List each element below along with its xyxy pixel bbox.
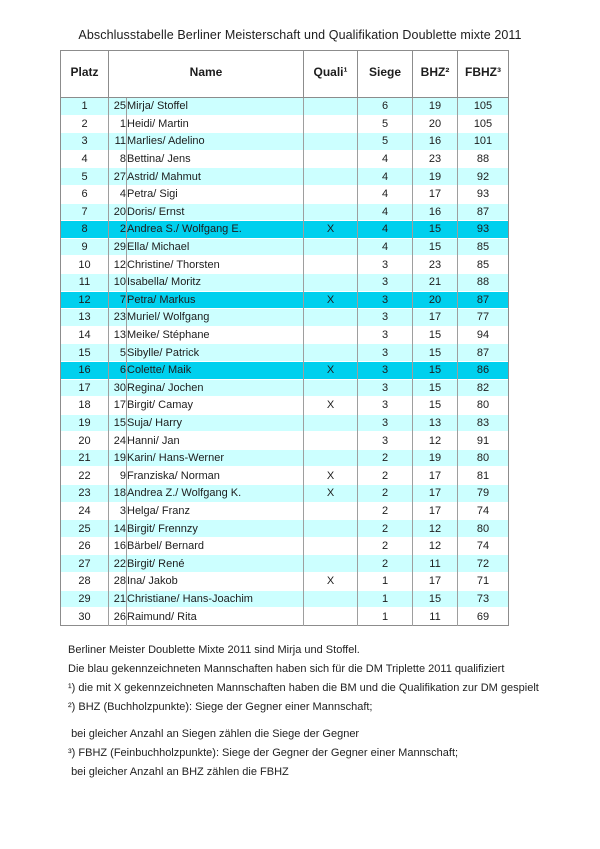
- cell-platz: 29: [61, 590, 109, 608]
- cell-quali: [304, 115, 358, 133]
- cell-platz: 6: [61, 185, 109, 203]
- cell-platz: 1: [61, 98, 109, 116]
- table-body: [61, 98, 509, 626]
- cell-quali: [304, 520, 358, 538]
- cell-num: 20: [109, 203, 127, 221]
- cell-siege: 4: [358, 203, 413, 221]
- footnote-bhz-tiebreak: bei gleicher Anzahl an Siegen zählen die Siege der Gegner: [68, 728, 360, 740]
- cell-siege: 4: [358, 185, 413, 203]
- cell-quali: [304, 449, 358, 467]
- cell-platz: 10: [61, 256, 109, 274]
- cell-quali: [304, 133, 358, 151]
- cell-platz: 30: [61, 608, 109, 626]
- cell-bhz: 17: [413, 185, 458, 203]
- cell-platz: 8: [61, 221, 109, 239]
- cell-siege: 2: [358, 520, 413, 538]
- cell-bhz: 15: [413, 221, 458, 239]
- cell-fbhz: 73: [458, 590, 509, 608]
- cell-bhz: 15: [413, 344, 458, 362]
- cell-fbhz: 80: [458, 449, 509, 467]
- cell-bhz: 17: [413, 485, 458, 503]
- cell-fbhz: 91: [458, 432, 509, 450]
- cell-bhz: 20: [413, 115, 458, 133]
- cell-bhz: 17: [413, 573, 458, 591]
- cell-platz: 15: [61, 344, 109, 362]
- cell-platz: 11: [61, 273, 109, 291]
- cell-bhz: 19: [413, 449, 458, 467]
- table-row: [61, 485, 509, 503]
- table-row: [61, 397, 509, 415]
- cell-name: Birgit/ Camay: [127, 397, 304, 415]
- table-row: [61, 98, 509, 116]
- cell-siege: 2: [358, 537, 413, 555]
- cell-fbhz: 94: [458, 326, 509, 344]
- table-row: [61, 238, 509, 256]
- footnote-bhz-definition: ²) BHZ (Buchholzpunkte): Siege der Gegner einer Mannschaft;: [68, 701, 373, 713]
- cell-name: Mirja/ Stoffel: [127, 98, 304, 116]
- footnote-fbhz-definition: ³) FBHZ (Feinbuchholzpunkte): Siege der Gegner der Gegner einer Mannschaft;: [68, 747, 459, 759]
- cell-siege: 3: [358, 397, 413, 415]
- cell-num: 18: [109, 485, 127, 503]
- cell-quali: [304, 273, 358, 291]
- cell-num: 12: [109, 256, 127, 274]
- cell-fbhz: 85: [458, 238, 509, 256]
- cell-fbhz: 93: [458, 221, 509, 239]
- cell-siege: 3: [358, 361, 413, 379]
- table-row: [61, 608, 509, 626]
- header-fbhz: FBHZ³: [458, 51, 509, 98]
- cell-platz: 5: [61, 168, 109, 186]
- cell-platz: 26: [61, 537, 109, 555]
- cell-siege: 2: [358, 555, 413, 573]
- cell-num: 10: [109, 273, 127, 291]
- table-row: [61, 379, 509, 397]
- cell-fbhz: 92: [458, 168, 509, 186]
- cell-siege: 3: [358, 273, 413, 291]
- cell-name: Petra/ Markus: [127, 291, 304, 309]
- cell-siege: 3: [358, 309, 413, 327]
- cell-num: 5: [109, 344, 127, 362]
- cell-fbhz: 88: [458, 150, 509, 168]
- cell-siege: 5: [358, 133, 413, 151]
- cell-siege: 4: [358, 168, 413, 186]
- cell-name: Meike/ Stéphane: [127, 326, 304, 344]
- cell-quali: X: [304, 467, 358, 485]
- cell-platz: 14: [61, 326, 109, 344]
- cell-quali: [304, 590, 358, 608]
- cell-fbhz: 87: [458, 291, 509, 309]
- cell-siege: 3: [358, 256, 413, 274]
- header-bhz: BHZ²: [413, 51, 458, 98]
- cell-bhz: 19: [413, 98, 458, 116]
- cell-siege: 6: [358, 98, 413, 116]
- cell-quali: [304, 344, 358, 362]
- cell-name: Doris/ Ernst: [127, 203, 304, 221]
- cell-platz: 9: [61, 238, 109, 256]
- footnote-champion: Berliner Meister Doublette Mixte 2011 sind Mirja und Stoffel.: [68, 644, 360, 656]
- cell-platz: 28: [61, 573, 109, 591]
- cell-bhz: 16: [413, 133, 458, 151]
- cell-platz: 27: [61, 555, 109, 573]
- cell-platz: 17: [61, 379, 109, 397]
- cell-quali: X: [304, 221, 358, 239]
- cell-name: Bettina/ Jens: [127, 150, 304, 168]
- cell-bhz: 15: [413, 361, 458, 379]
- cell-siege: 3: [358, 414, 413, 432]
- table-row: [61, 414, 509, 432]
- table-row: [61, 590, 509, 608]
- cell-fbhz: 72: [458, 555, 509, 573]
- cell-fbhz: 101: [458, 133, 509, 151]
- footnotes: [68, 641, 539, 782]
- cell-quali: [304, 326, 358, 344]
- cell-bhz: 11: [413, 608, 458, 626]
- cell-num: 17: [109, 397, 127, 415]
- cell-platz: 25: [61, 520, 109, 538]
- table-row: [61, 361, 509, 379]
- table-row: [61, 115, 509, 133]
- cell-bhz: 19: [413, 168, 458, 186]
- cell-quali: X: [304, 485, 358, 503]
- cell-siege: 4: [358, 238, 413, 256]
- cell-siege: 1: [358, 573, 413, 591]
- cell-name: Birgit/ Frennzy: [127, 520, 304, 538]
- cell-siege: 3: [358, 344, 413, 362]
- cell-name: Ina/ Jakob: [127, 573, 304, 591]
- table-row: [61, 537, 509, 555]
- cell-name: Christine/ Thorsten: [127, 256, 304, 274]
- cell-quali: [304, 238, 358, 256]
- cell-fbhz: 81: [458, 467, 509, 485]
- cell-quali: [304, 203, 358, 221]
- cell-name: Bärbel/ Bernard: [127, 537, 304, 555]
- cell-quali: [304, 168, 358, 186]
- cell-quali: [304, 432, 358, 450]
- cell-fbhz: 93: [458, 185, 509, 203]
- cell-name: Ella/ Michael: [127, 238, 304, 256]
- table-row: [61, 467, 509, 485]
- cell-bhz: 15: [413, 238, 458, 256]
- cell-num: 21: [109, 590, 127, 608]
- cell-num: 25: [109, 98, 127, 116]
- cell-platz: 12: [61, 291, 109, 309]
- table-row: [61, 185, 509, 203]
- cell-siege: 2: [358, 449, 413, 467]
- cell-bhz: 15: [413, 590, 458, 608]
- cell-bhz: 21: [413, 273, 458, 291]
- cell-quali: [304, 185, 358, 203]
- table-row: [61, 432, 509, 450]
- cell-name: Andrea S./ Wolfgang E.: [127, 221, 304, 239]
- cell-num: 7: [109, 291, 127, 309]
- cell-fbhz: 77: [458, 309, 509, 327]
- cell-siege: 4: [358, 221, 413, 239]
- cell-quali: X: [304, 397, 358, 415]
- cell-name: Karin/ Hans-Werner: [127, 449, 304, 467]
- cell-num: 8: [109, 150, 127, 168]
- table-row: [61, 150, 509, 168]
- cell-num: 24: [109, 432, 127, 450]
- results-table: [60, 50, 509, 626]
- cell-fbhz: 105: [458, 115, 509, 133]
- cell-fbhz: 86: [458, 361, 509, 379]
- cell-fbhz: 105: [458, 98, 509, 116]
- table-row: [61, 203, 509, 221]
- cell-siege: 3: [358, 432, 413, 450]
- header-row: [61, 51, 509, 98]
- cell-siege: 2: [358, 467, 413, 485]
- cell-bhz: 11: [413, 555, 458, 573]
- cell-name: Colette/ Maik: [127, 361, 304, 379]
- cell-siege: 3: [358, 291, 413, 309]
- cell-bhz: 16: [413, 203, 458, 221]
- cell-siege: 1: [358, 590, 413, 608]
- footnote-x-legend: ¹) die mit X gekennzeichneten Mannschaften haben die BM und die Qualifikation zur DM gespielt: [68, 682, 539, 694]
- table-row: [61, 291, 509, 309]
- cell-fbhz: 74: [458, 537, 509, 555]
- table-row: [61, 555, 509, 573]
- header-name: Name: [109, 51, 304, 98]
- cell-quali: [304, 150, 358, 168]
- cell-bhz: 15: [413, 379, 458, 397]
- cell-bhz: 23: [413, 256, 458, 274]
- cell-num: 16: [109, 537, 127, 555]
- cell-name: Suja/ Harry: [127, 414, 304, 432]
- cell-platz: 3: [61, 133, 109, 151]
- table-row: [61, 256, 509, 274]
- cell-quali: [304, 98, 358, 116]
- footnote-blue-legend: Die blau gekennzeichneten Mannschaften haben sich für die DM Triplette 2011 qualifiziert: [68, 663, 505, 675]
- cell-fbhz: 69: [458, 608, 509, 626]
- cell-num: 27: [109, 168, 127, 186]
- cell-fbhz: 79: [458, 485, 509, 503]
- header-platz: Platz: [61, 51, 109, 98]
- table-row: [61, 309, 509, 327]
- header-quali: Quali¹: [304, 51, 358, 98]
- cell-platz: 22: [61, 467, 109, 485]
- cell-quali: [304, 379, 358, 397]
- cell-num: 14: [109, 520, 127, 538]
- cell-fbhz: 80: [458, 397, 509, 415]
- cell-platz: 4: [61, 150, 109, 168]
- cell-num: 3: [109, 502, 127, 520]
- cell-bhz: 15: [413, 397, 458, 415]
- cell-platz: 18: [61, 397, 109, 415]
- cell-fbhz: 71: [458, 573, 509, 591]
- cell-num: 13: [109, 326, 127, 344]
- cell-quali: X: [304, 291, 358, 309]
- table-row: [61, 502, 509, 520]
- cell-platz: 2: [61, 115, 109, 133]
- cell-quali: [304, 502, 358, 520]
- cell-name: Hanni/ Jan: [127, 432, 304, 450]
- cell-fbhz: 82: [458, 379, 509, 397]
- cell-bhz: 23: [413, 150, 458, 168]
- cell-bhz: 12: [413, 520, 458, 538]
- cell-num: 23: [109, 309, 127, 327]
- cell-quali: [304, 608, 358, 626]
- table-row: [61, 326, 509, 344]
- cell-name: Sibylle/ Patrick: [127, 344, 304, 362]
- cell-num: 4: [109, 185, 127, 203]
- cell-num: 2: [109, 221, 127, 239]
- table-row: [61, 133, 509, 151]
- cell-num: 26: [109, 608, 127, 626]
- cell-siege: 3: [358, 379, 413, 397]
- cell-siege: 5: [358, 115, 413, 133]
- cell-bhz: 17: [413, 502, 458, 520]
- cell-platz: 7: [61, 203, 109, 221]
- cell-quali: X: [304, 573, 358, 591]
- cell-fbhz: 88: [458, 273, 509, 291]
- table-row: [61, 273, 509, 291]
- cell-quali: [304, 309, 358, 327]
- cell-num: 9: [109, 467, 127, 485]
- table-row: [61, 221, 509, 239]
- header-siege: Siege: [358, 51, 413, 98]
- cell-siege: 3: [358, 326, 413, 344]
- cell-num: 30: [109, 379, 127, 397]
- cell-quali: [304, 414, 358, 432]
- cell-name: Franziska/ Norman: [127, 467, 304, 485]
- cell-platz: 24: [61, 502, 109, 520]
- cell-name: Astrid/ Mahmut: [127, 168, 304, 186]
- cell-num: 15: [109, 414, 127, 432]
- cell-num: 11: [109, 133, 127, 151]
- table-row: [61, 344, 509, 362]
- cell-num: 28: [109, 573, 127, 591]
- cell-platz: 21: [61, 449, 109, 467]
- cell-fbhz: 74: [458, 502, 509, 520]
- table-row: [61, 449, 509, 467]
- cell-quali: [304, 555, 358, 573]
- cell-bhz: 20: [413, 291, 458, 309]
- cell-quali: X: [304, 361, 358, 379]
- cell-num: 6: [109, 361, 127, 379]
- cell-name: Christiane/ Hans-Joachim: [127, 590, 304, 608]
- cell-quali: [304, 256, 358, 274]
- cell-siege: 2: [358, 485, 413, 503]
- cell-fbhz: 87: [458, 203, 509, 221]
- cell-name: Petra/ Sigi: [127, 185, 304, 203]
- table-header: [61, 51, 509, 98]
- table-row: [61, 168, 509, 186]
- cell-num: 29: [109, 238, 127, 256]
- cell-fbhz: 80: [458, 520, 509, 538]
- cell-name: Helga/ Franz: [127, 502, 304, 520]
- cell-siege: 2: [358, 502, 413, 520]
- cell-platz: 20: [61, 432, 109, 450]
- cell-num: 1: [109, 115, 127, 133]
- table-row: [61, 520, 509, 538]
- cell-bhz: 12: [413, 432, 458, 450]
- cell-name: Raimund/ Rita: [127, 608, 304, 626]
- cell-bhz: 17: [413, 467, 458, 485]
- cell-fbhz: 85: [458, 256, 509, 274]
- cell-name: Heidi/ Martin: [127, 115, 304, 133]
- cell-name: Andrea Z./ Wolfgang K.: [127, 485, 304, 503]
- cell-name: Muriel/ Wolfgang: [127, 309, 304, 327]
- cell-fbhz: 87: [458, 344, 509, 362]
- cell-platz: 16: [61, 361, 109, 379]
- cell-platz: 19: [61, 414, 109, 432]
- cell-bhz: 15: [413, 326, 458, 344]
- cell-name: Marlies/ Adelino: [127, 133, 304, 151]
- cell-name: Regina/ Jochen: [127, 379, 304, 397]
- cell-bhz: 12: [413, 537, 458, 555]
- cell-siege: 4: [358, 150, 413, 168]
- cell-name: Isabella/ Moritz: [127, 273, 304, 291]
- cell-fbhz: 83: [458, 414, 509, 432]
- footnote-fbhz-tiebreak: bei gleicher Anzahl an BHZ zählen die FBHZ: [68, 766, 289, 778]
- cell-num: 22: [109, 555, 127, 573]
- cell-bhz: 13: [413, 414, 458, 432]
- table-row: [61, 573, 509, 591]
- cell-platz: 23: [61, 485, 109, 503]
- cell-name: Birgit/ René: [127, 555, 304, 573]
- cell-platz: 13: [61, 309, 109, 327]
- cell-bhz: 17: [413, 309, 458, 327]
- cell-num: 19: [109, 449, 127, 467]
- cell-siege: 1: [358, 608, 413, 626]
- page-title: Abschlusstabelle Berliner Meisterschaft und Qualifikation Doublette mixte 2011: [78, 28, 522, 42]
- cell-quali: [304, 537, 358, 555]
